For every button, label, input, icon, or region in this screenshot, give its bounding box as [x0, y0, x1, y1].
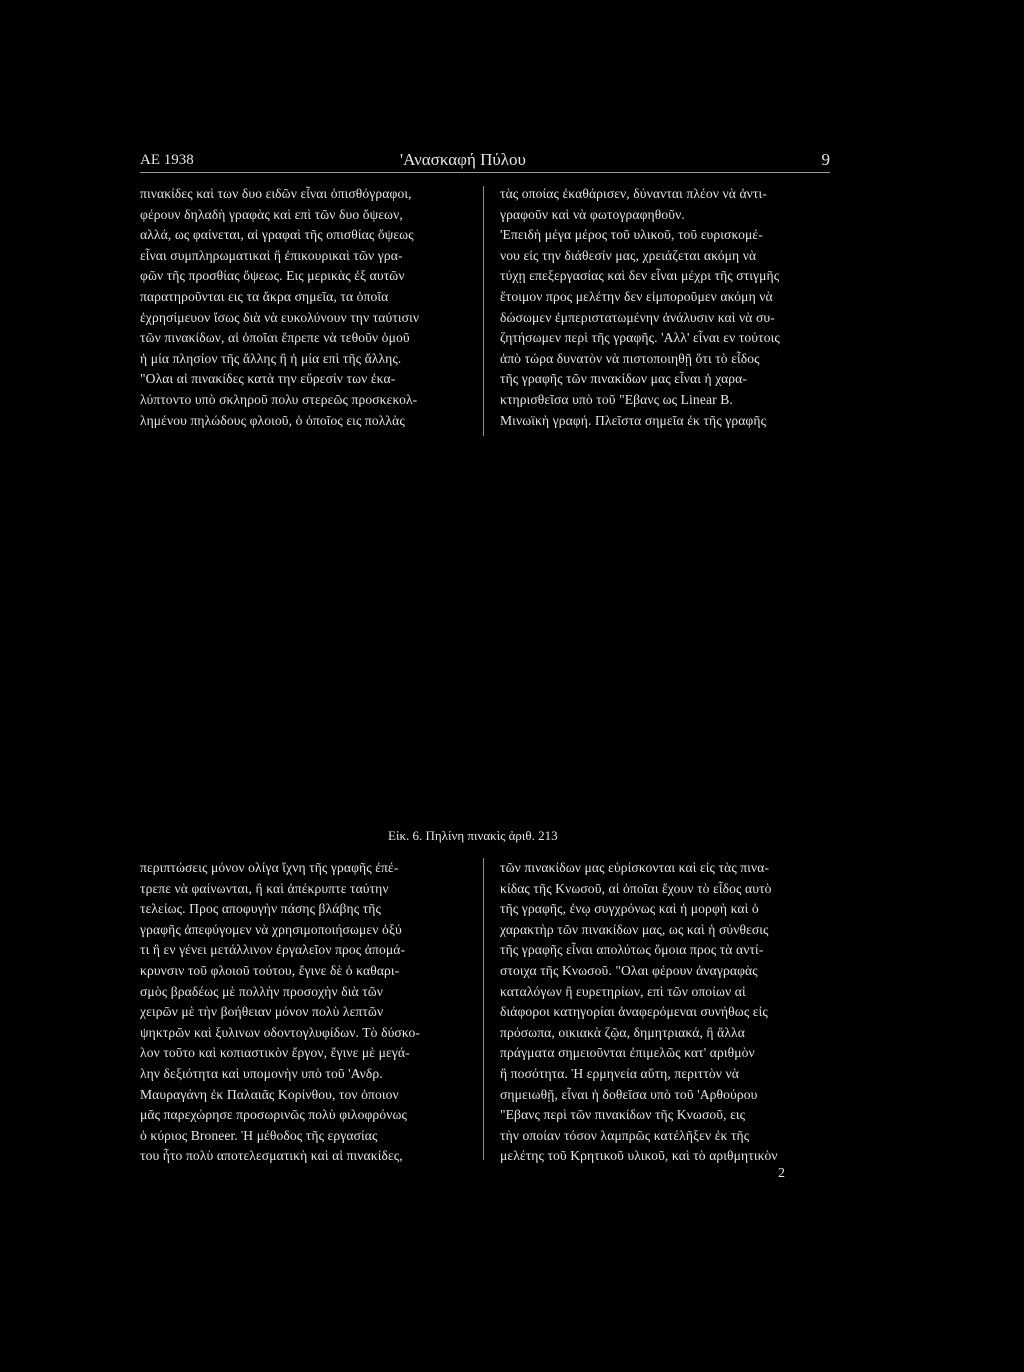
text-line: δώσωμεν ἐμπεριστατωμένην ἀνάλυσιν καὶ νὰ συ- — [500, 309, 775, 325]
text-line: τι ἢ εν γένει μετάλλινον ἐργαλεῖον προς ἀπομά- — [140, 942, 406, 958]
text-line: τῆς γραφῆς, ἐνῳ συγχρόνως καὶ ἡ μορφὴ καὶ ὁ — [500, 901, 759, 917]
text-line: τῆς γραφῆς τῶν πινακίδων μας εἶναι ἡ χαρα- — [500, 371, 748, 387]
text-line: φέρουν δηλαδὴ γραφὰς καὶ επὶ τῶν δυο ὄψεων, — [140, 206, 403, 222]
text-line: λον τοῦτο καὶ κοπιαστικὸν ἔργον, ἔγινε μὲ μεγά- — [140, 1045, 410, 1061]
text-line: τὰς οποίας ἐκαθάρισεν, δύνανται πλέον νὰ ἀντι- — [500, 186, 767, 201]
text-line: χειρῶν μὲ τὴν βοήθειαν μόνον πολὺ λεπτῶν — [140, 1004, 384, 1020]
text-line: ὁ κύριος Broneer. Ἡ μέθοδος τῆς εργασίας — [140, 1127, 378, 1143]
text-line: καταλόγων ἢ ευρετηρίων, επὶ τῶν οποίων αἱ — [500, 983, 746, 999]
running-header — [140, 150, 830, 172]
text-line: νου εἰς την διάθεσίν μας, χρειάζεται ακόμη νὰ — [500, 247, 757, 263]
text-line: ἢ ποσότητα. Ἡ ερμηνεία αὕτη, περιττὸν νὰ — [500, 1065, 740, 1081]
running-title: 'Ανασκαφή Πύλου — [400, 150, 526, 169]
text-line: διάφοροι κατηγορίαι ἀναφερόμεναι συνήθως εἰς — [500, 1004, 768, 1020]
text-line: κτηρισθεῖσα υπὸ τοῦ "Εβανς ως Linear B. — [500, 391, 733, 407]
top-right-column — [500, 184, 830, 431]
column-divider-bottom — [483, 858, 484, 1160]
text-line: λην δεξιότητα καὶ υπομονὴν υπὸ τοῦ 'Ανδρ. — [140, 1065, 383, 1081]
text-line: αλλά, ως φαίνεται, αἱ γραφαὶ τῆς οπισθίας ὄψεως — [140, 227, 414, 243]
text-line: πρόσωπα, οικιακὰ ζῷα, δημητριακά, ἢ ἄλλα — [500, 1024, 745, 1040]
text-line: τελείως. Προς αποφυγὴν πάσης βλάβης τῆς — [140, 901, 381, 917]
text-line: "Ολαι αἱ πινακίδες κατὰ την εὕρεσίν των ἐκα- — [140, 371, 396, 387]
text-line: χαρακτὴρ τῶν πινακίδων μας, ως καὶ ἡ σύνθεσις — [500, 921, 769, 937]
text-line: ἕτοιμον προς μελέτην δεν εἰμποροῦμεν ακόμη νὰ — [500, 288, 773, 304]
text-line: φῶν τῆς προσθίας ὄψεως. Εις μερικὰς ἐξ αυτῶν — [140, 268, 405, 284]
text-line: παρατηροῦνται εις τα ἄκρα σημεῖα, τα ὁποῖα — [140, 288, 389, 304]
header-rule — [140, 172, 830, 173]
text-line: στοιχα τῆς Κνωσοῦ. "Ολαι φέρουν ἀναγραφὰς — [500, 962, 758, 978]
text-line: τῶν πινακίδων, αἱ ὁποῖαι ἔπρεπε νὰ τεθοῦν ὁμοῦ — [140, 330, 410, 346]
text-line: μελέτης τοῦ Κρητικοῦ υλικοῦ, καὶ τὸ αριθμητικὸν — [500, 1148, 778, 1164]
bottom-left-column — [140, 858, 475, 1167]
text-line: ἐχρησίμευον ἴσως διὰ νὰ ευκολύνουν την ταύτισιν — [140, 309, 420, 325]
text-line: πινακίδες καὶ των δυο ειδῶν εἶναι ὀπισθόγραφοι, — [140, 186, 412, 201]
text-line: κίδας τῆς Κνωσοῦ, αἱ ὁποῖαι ἔχουν τὸ εἶδος αυτὸ — [500, 880, 772, 896]
text-line: "Εβανς περὶ τῶν πινακίδων τῆς Κνωσοῦ, εις — [500, 1107, 746, 1123]
journal-year: ΑΕ 1938 — [140, 152, 194, 168]
text-line: τὴν οποίαν τόσον λαμπρῶς κατέλῆξεν ἐκ τῆς — [500, 1127, 750, 1143]
text-line: μᾶς παρεχώρησε προσωρινῶς πολὺ φιλοφρόνως — [140, 1107, 407, 1123]
signature-number: 2 — [778, 1166, 785, 1181]
text-line: ἡ μία πλησίον τῆς ἄλλης ἢ ἡ μία επὶ τῆς ἄλλης. — [140, 350, 402, 366]
text-line: τῶν πινακίδων μας εὑρίσκονται καὶ εἰς τὰς πινα- — [500, 860, 770, 875]
text-line: λημένου πηλώδους φλοιοῦ, ὁ ὁποῖος εις πολλὰς — [140, 412, 405, 428]
top-left-column — [140, 184, 475, 431]
text-line: Μαυραγάνη ἐκ Παλαιᾶς Κορίνθου, τον ὁποιον — [140, 1086, 399, 1102]
text-line: Μινωϊκὴ γραφή. Πλεῖστα σημεῖα ἐκ τῆς γραφῆς — [500, 412, 767, 428]
text-line: του ἦτο πολὺ αποτελεσματικὴ καὶ αἱ πινακίδες, — [140, 1148, 403, 1164]
text-line: τῆς γραφῆς εἶναι απολύτως ὅμοια προς τὰ αντί- — [500, 942, 764, 958]
text-line: 'Επειδὴ μέγα μέρος τοῦ υλικοῦ, τοῦ ευρισκομέ- — [500, 227, 763, 243]
text-line: εἶναι συμπληρωματικαὶ ἢ ἐπικουρικαὶ τῶν γρα- — [140, 247, 403, 263]
text-line: γραφοῦν καὶ νὰ φωτογραφηθοῦν. — [500, 206, 685, 222]
text-line: σημειωθῇ, εἶναι ἡ δοθεῖσα υπὸ τοῦ 'Αρθούρου — [500, 1086, 758, 1102]
text-line: ἀπὸ τώρα δυνατὸν νὰ πιστοποιηθῇ ὅτι τὸ εἶδος — [500, 350, 760, 366]
page-number: 9 — [821, 150, 830, 169]
text-line: ζητήσωμεν περὶ τῆς γραφῆς. 'Αλλ' εἶναι εν τούτοις — [500, 330, 780, 346]
figure-image — [140, 450, 830, 820]
bottom-right-column — [500, 858, 830, 1167]
text-line: τύχῃ επεξεργασίας καὶ δεν εἶναι μέχρι τῆς στιγμῆς — [500, 268, 780, 284]
figure-caption: Εἰκ. 6. Πηλίνη πινακὶς ἀριθ. 213 — [388, 828, 558, 843]
text-line: κρυνσιν τοῦ φλοιοῦ τούτου, ἔγινε δὲ ὁ καθαρι- — [140, 962, 400, 978]
text-line: σμὸς βραδέως μὲ πολλὴν προσοχὴν διὰ τῶν — [140, 983, 384, 999]
text-line: περιπτώσεις μόνον ολίγα ἴχνη τῆς γραφῆς ἐπέ- — [140, 860, 399, 875]
text-line: λύπτοντο υπὸ σκληροῦ πολυ στερεῶς προσκεκολ- — [140, 391, 418, 407]
text-line: πράγματα σημειοῦνται ἐπιμελῶς κατ' αριθμὸν — [500, 1045, 755, 1061]
text-line: τρεπε νὰ φαίνωνται, ἢ καὶ ἀπέκρυπτε ταύτην — [140, 880, 389, 896]
column-divider-top — [483, 186, 484, 436]
text-line: γραφῆς ἀπεφύγομεν νὰ χρησιμοποιήσωμεν ὀξύ — [140, 921, 402, 937]
text-line: ψηκτρῶν καὶ ξυλινων οδοντογλυφίδων. Τὸ δύσκο- — [140, 1024, 421, 1040]
